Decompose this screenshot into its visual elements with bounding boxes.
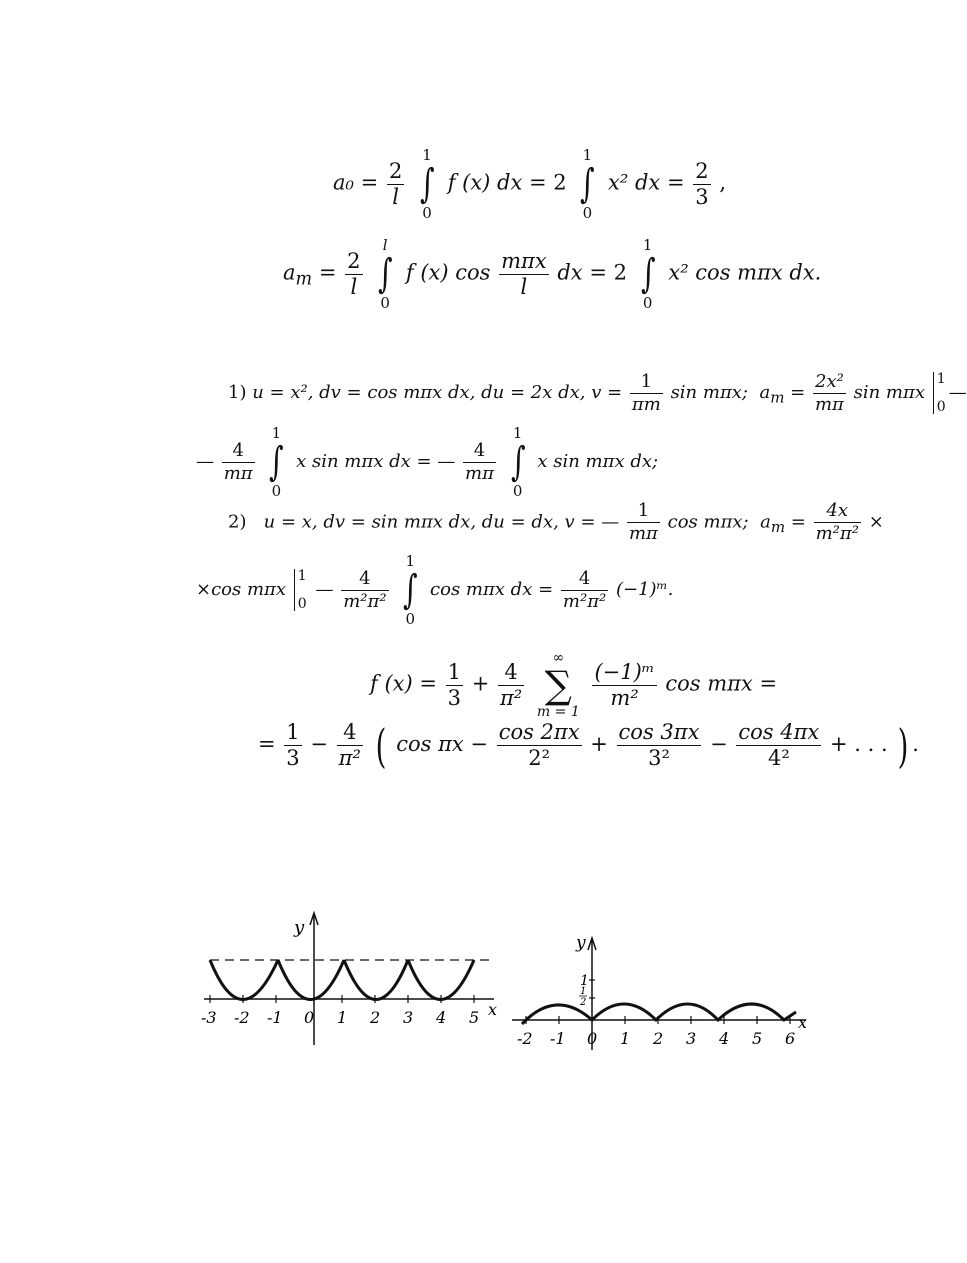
step1-l2-lo: 0 — [271, 482, 282, 500]
series-t3-tail: cos mπx = — [665, 671, 778, 696]
right-x-label: x — [798, 1013, 808, 1032]
series-t1-num: 1 — [447, 659, 462, 684]
a0-int1-body: f (x) dx — [447, 170, 523, 195]
step1-f-frac — [813, 370, 846, 415]
am-coef-num: 2 — [347, 248, 361, 273]
series-c3 — [617, 722, 702, 769]
am-int1-body-a: f (x) cos — [405, 260, 491, 285]
step2-bar-hi: 1 — [297, 568, 307, 584]
step2-eq: = — [790, 511, 806, 533]
step2-l2-body: cos mπx dx = — [430, 579, 554, 600]
step2-bar-lo: 0 — [297, 596, 307, 612]
a0-integral-1 — [417, 146, 437, 222]
step2-text-b: cos mπx; — [667, 511, 749, 533]
step2-times: × — [868, 511, 884, 533]
step1-bar-hi: 1 — [936, 371, 946, 387]
left-tick-label: -3 — [201, 1008, 217, 1027]
step2-l2-integral — [400, 552, 420, 628]
sigma-icon: ∑ — [544, 663, 572, 707]
step1-v-frac — [630, 370, 663, 415]
integral-sign-icon: ∫ — [378, 251, 393, 297]
series-l2-t1 — [284, 722, 301, 769]
left-tick-label: 4 — [436, 1008, 447, 1027]
right-tick-label: 3 — [686, 1029, 697, 1048]
a0-result — [693, 158, 710, 209]
a0-int1-lower: 0 — [422, 204, 432, 222]
am-lhs-sub: m — [295, 269, 313, 290]
formula-a0 — [333, 146, 726, 222]
step1-l2b-den: mπ — [465, 462, 494, 484]
right-tick-label: 0 — [587, 1029, 598, 1048]
step1-l2b-integral — [508, 424, 528, 500]
step2-text-a: u = x, dv = sin mπx dx, du = dx, v = — — [263, 511, 620, 533]
a0-int2-body: x² dx — [608, 170, 661, 195]
series-t2 — [498, 659, 524, 710]
right-tick-label: 6 — [785, 1029, 796, 1048]
right-y-tick-half-den: 2 — [580, 997, 587, 1008]
am-coef — [345, 248, 362, 299]
step2-l2-lo: 0 — [405, 610, 416, 628]
step1-l2-num: 4 — [222, 442, 255, 463]
am-eq: = — [318, 260, 337, 285]
am-inner-den: l — [520, 274, 528, 299]
right-y-tick-half-num: 1 — [580, 986, 587, 997]
step1-l2-den: mπ — [223, 462, 253, 484]
series-l2-eq: = — [258, 732, 276, 756]
step1-am: a — [759, 382, 771, 403]
a0-eq: = — [360, 170, 379, 195]
a0-coef-num: 2 — [388, 158, 403, 183]
right-tick-label: 4 — [719, 1029, 730, 1048]
step1-line2 — [196, 424, 658, 500]
integral-sign-icon: ∫ — [420, 161, 435, 207]
series-sum-lo: m = 1 — [536, 704, 580, 720]
a0-coef — [387, 158, 404, 209]
a0-eq2: = 2 — [529, 170, 567, 195]
series-t2-den: π² — [500, 685, 523, 710]
a0-tail: , — [719, 170, 726, 195]
step2-v-den: mπ — [628, 523, 658, 544]
step1-l2-integral — [266, 424, 286, 500]
am-int1-lower: 0 — [380, 294, 390, 312]
step2-l2-lead: ×cos mπx — [196, 579, 287, 600]
right-tick-label: -1 — [550, 1029, 566, 1048]
series-minus3: − — [710, 732, 728, 756]
series-t3-num: (−1)ᵐ — [594, 659, 655, 684]
a0-coef-den: l — [392, 184, 399, 209]
step1-text-a: u = x², dv = cos mπx dx, du = 2x dx, v = — [252, 382, 623, 403]
step1-v-num: 1 — [630, 373, 663, 394]
integral-sign-icon: ∫ — [580, 161, 595, 207]
am-int1-upper: l — [382, 236, 388, 254]
step2-res-frac — [561, 567, 608, 612]
step1-text-c: sin mπx — [853, 382, 925, 403]
step2-f-den: m²π² — [815, 523, 859, 544]
step1-am-sub: m — [770, 388, 785, 407]
series-c4 — [736, 722, 821, 769]
am-inner-num: mπx — [501, 248, 547, 273]
step2-v-frac — [627, 502, 660, 543]
step2-l2-up: 1 — [405, 552, 416, 570]
series-plus: + — [471, 671, 490, 696]
series-l2-t2 — [337, 722, 363, 769]
series-lhs: f (x) = — [370, 671, 437, 696]
step1-l2-lead: — — [196, 451, 214, 472]
am-int2-upper: 1 — [642, 236, 653, 254]
right-tick-label: 1 — [620, 1029, 631, 1048]
step2-res-tail: (−1)ᵐ. — [615, 579, 674, 600]
integral-sign-icon: ∫ — [640, 251, 656, 297]
step1-f-den: mπ — [814, 393, 844, 415]
a0-res-num: 2 — [695, 158, 709, 183]
step1-f-num: 2x² — [815, 370, 844, 392]
step2-label: 2) — [228, 511, 247, 533]
left-tick-label: -2 — [234, 1008, 250, 1027]
step2-res-num: 4 — [561, 570, 608, 591]
am-inner-frac — [499, 248, 549, 299]
step1-bar-lo: 0 — [936, 399, 946, 415]
left-tick-label: 1 — [337, 1008, 348, 1027]
a0-integral-2 — [577, 146, 597, 222]
series-plus2: + — [590, 732, 608, 756]
left-x-label: x — [488, 1000, 498, 1019]
left-tick-label: 3 — [403, 1008, 414, 1027]
am-int1-body-b: dx — [557, 260, 583, 285]
step2-am: a — [760, 511, 771, 533]
am-lhs: a — [283, 260, 296, 285]
step1-eval-bar — [931, 372, 949, 414]
series-sum — [537, 650, 580, 720]
integral-sign-icon: ∫ — [403, 567, 418, 613]
am-coef-den: l — [350, 274, 358, 299]
series-t3 — [592, 659, 656, 710]
series-tail: . — [912, 732, 919, 756]
formula-am — [283, 236, 821, 312]
left-tick-label: 0 — [304, 1008, 315, 1027]
step1-l2b-frac — [463, 439, 496, 484]
series-c2-den: 2² — [528, 746, 551, 770]
series-l2-t1-den: 3 — [286, 746, 300, 770]
step1-l2-body: x sin mπx dx = — — [296, 451, 456, 472]
left-tick-label: 5 — [469, 1008, 480, 1027]
step1-tail: — — [948, 382, 967, 403]
series-l2-t1-num: 1 — [286, 720, 300, 744]
step2-eval-bar — [292, 569, 310, 611]
step1-v-den: πm — [631, 393, 661, 415]
step2-l2-minus: — — [315, 579, 334, 600]
series-c4-num: cos 4πx — [738, 720, 820, 744]
series-l2-minus: − — [310, 732, 328, 756]
step1-l2b-up: 1 — [512, 424, 523, 442]
step2-line1 — [228, 502, 884, 543]
a0-int2-upper: 1 — [582, 146, 593, 164]
am-int2-body: x² cos mπx dx. — [668, 260, 822, 285]
series-c3-num: cos 3πx — [618, 720, 700, 744]
am-int2-lower: 0 — [642, 294, 653, 312]
step1-l2-up: 1 — [271, 424, 282, 442]
left-tick-label: -1 — [267, 1008, 283, 1027]
a0-res-den: 3 — [695, 184, 709, 209]
right-tick-label: 2 — [653, 1029, 664, 1048]
paren-close: ) — [897, 718, 909, 773]
right-curve — [522, 1004, 796, 1024]
integral-sign-icon: ∫ — [269, 439, 284, 485]
step1-text-b: sin mπx; — [670, 382, 748, 403]
am-eq2: = 2 — [589, 260, 627, 285]
step1-l2b-num: 4 — [463, 442, 496, 463]
series-l2-t2-num: 4 — [337, 722, 363, 746]
step2-f-num: 4x — [826, 500, 849, 521]
right-y-label: y — [576, 933, 586, 953]
step2-v-num: 1 — [627, 502, 660, 523]
figure-right — [508, 930, 818, 1055]
step1-l2b-body: x sin mπx dx; — [537, 451, 659, 472]
step2-l2-num: 4 — [341, 570, 388, 591]
left-curve — [210, 960, 474, 1000]
series-dots: + . . . — [829, 732, 888, 756]
step1-label: 1) — [228, 382, 247, 403]
left-tick-label: 2 — [370, 1008, 381, 1027]
right-tick-label: 5 — [752, 1029, 763, 1048]
series-line1 — [370, 650, 777, 720]
step2-line2 — [196, 552, 673, 628]
right-tick-label: -2 — [517, 1029, 533, 1048]
a0-int2-lower: 0 — [582, 204, 593, 222]
right-y-tick-1: 1 — [580, 973, 589, 989]
left-y-label: y — [294, 917, 305, 938]
series-c1: cos πx − — [396, 732, 488, 756]
step1-l2-frac — [222, 439, 255, 484]
series-t2-num: 4 — [498, 662, 524, 686]
am-integral-2 — [638, 236, 658, 312]
step1-l2b-lo: 0 — [512, 482, 523, 500]
step2-l2-den: m²π² — [343, 590, 387, 612]
series-t1 — [446, 659, 463, 710]
series-t1-den: 3 — [447, 685, 462, 710]
step1-line1 — [228, 372, 967, 414]
a0-lhs: a₀ — [333, 170, 354, 195]
step2-res-den: m²π² — [562, 590, 607, 612]
series-c4-den: 4² — [767, 746, 790, 770]
series-c2 — [497, 722, 582, 769]
step1-eq: = — [790, 382, 806, 403]
step2-l2-frac — [341, 567, 388, 612]
integral-sign-icon: ∫ — [510, 439, 526, 485]
figure-left — [196, 905, 506, 1050]
paren-open: ( — [375, 718, 386, 773]
a0-eq3: = — [666, 170, 685, 195]
series-line2 — [258, 718, 919, 773]
series-c2-num: cos 2πx — [498, 720, 580, 744]
step2-am-sub: m — [770, 518, 786, 537]
step2-f-frac — [814, 502, 861, 543]
a0-int1-upper: 1 — [422, 146, 432, 164]
am-integral-1 — [375, 236, 395, 312]
series-sum-up: ∞ — [552, 650, 565, 666]
series-l2-t2-den: π² — [338, 746, 361, 770]
series-t3-den: m² — [610, 685, 639, 710]
series-c3-den: 3² — [648, 746, 670, 770]
